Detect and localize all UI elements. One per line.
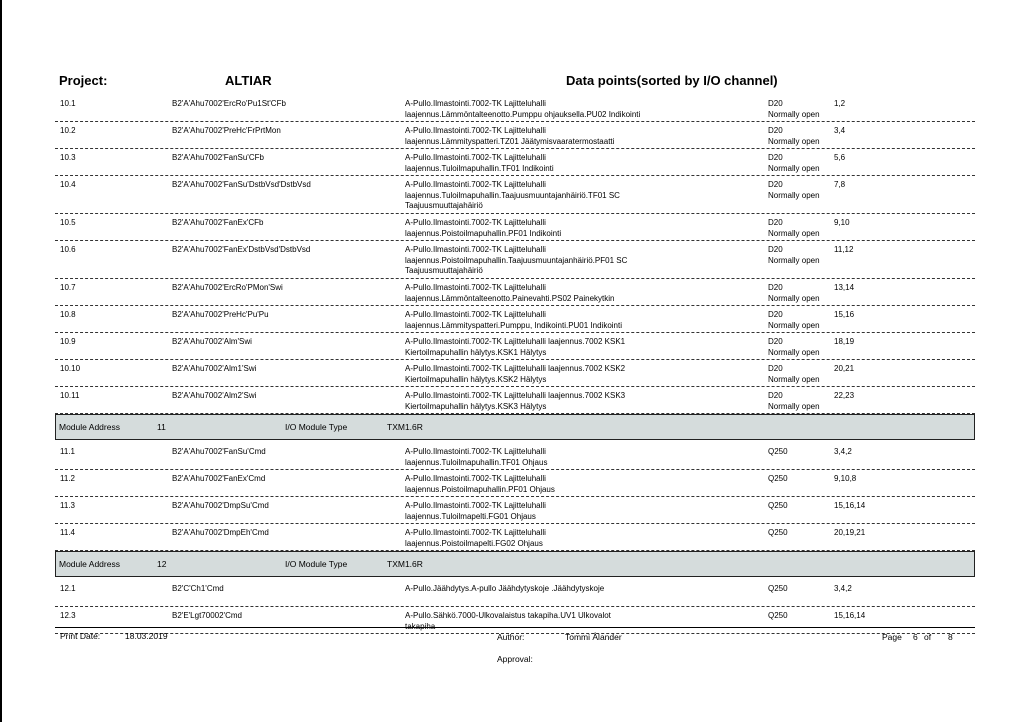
row-type-line: D20 [768, 337, 783, 346]
row-type-line: Normally open [768, 136, 820, 146]
row-id: 10.2 [60, 126, 76, 135]
row-description-line: Taajuusmuuttajahäiriö [405, 201, 483, 210]
row-description-line: A-Pullo.Ilmastointi.7002-TK Lajitteluhalli laajennus.7002 KSK1 [405, 337, 626, 346]
row-description-line: laajennus.Tuloilmapuhallin.Taajuusmuuntajanhäiriö.TF01 SC [405, 190, 620, 200]
print-date-value: 18.03.2019 [125, 631, 168, 641]
module-address-value: 12 [157, 559, 167, 569]
row-description-line: laajennus.Lämmöntalteenotto.Painevahti.PS02 Painekytkin [405, 293, 615, 303]
table-row [55, 306, 975, 333]
data-point-table [55, 95, 975, 634]
module-address-label: Module Address [59, 422, 120, 432]
row-type-line: Normally open [768, 228, 820, 238]
row-id: 10.11 [60, 391, 80, 400]
row-type-line: Q250 [768, 584, 788, 593]
row-type-line: D20 [768, 391, 783, 400]
row-description-line: A-Pullo.Ilmastointi.7002-TK Lajitteluhalli laajennus.7002 KSK3 [405, 391, 626, 400]
row-type-line: Normally open [768, 374, 820, 384]
table-row [55, 387, 975, 414]
row-description-line: laajennus.Tuloilmapuhallin.TF01 Ohjaus [405, 457, 548, 467]
module-type-value: TXM1.6R [387, 422, 423, 432]
row-name: B2'A'Ahu7002'FanSu'Cmd [172, 447, 266, 456]
row-type-line: Q250 [768, 501, 788, 510]
row-id: 10.3 [60, 153, 76, 162]
row-channels: 1,2 [834, 99, 846, 108]
row-type-line: Q250 [768, 528, 788, 537]
row-type-line: D20 [768, 180, 783, 189]
table-row [55, 149, 975, 176]
table-row [55, 470, 975, 497]
row-id: 10.9 [60, 337, 76, 346]
row-name: B2'A'Ahu7002'Alm'Swi [172, 337, 252, 346]
row-name: B2'A'Ahu7002'ErcRo'Pu1St'CFb [172, 99, 286, 108]
row-type-line: D20 [768, 245, 783, 254]
project-label: Project: [59, 73, 108, 88]
row-name: B2'A'Ahu7002'Alm1'Swi [172, 364, 257, 373]
row-name: B2'A'Ahu7002'PreHc'Pu'Pu [172, 310, 269, 319]
row-description-line: A-Pullo.Ilmastointi.7002-TK Lajitteluhalli [405, 126, 546, 135]
row-channels: 9,10 [834, 218, 850, 227]
report-page [55, 0, 975, 722]
row-name: B2'A'Ahu7002'FanSu'CFb [172, 153, 264, 162]
row-description-line: takapiha [405, 621, 436, 631]
page-footer [55, 627, 975, 664]
table-row [55, 333, 975, 360]
row-description-line: A-Pullo.Ilmastointi.7002-TK Lajitteluhalli [405, 245, 546, 254]
row-channels: 9,10,8 [834, 474, 857, 483]
row-description-line: laajennus.Lämmityspatteri.TZ01 Jäätymisvaaratermostaatti [405, 136, 615, 146]
table-row [55, 241, 975, 279]
row-id: 11.3 [60, 501, 75, 510]
row-channels: 7,8 [834, 180, 846, 189]
table-row [55, 95, 975, 122]
report-title: Data points(sorted by I/O channel) [566, 73, 778, 88]
row-type-line: Normally open [768, 190, 820, 200]
table-row [55, 176, 975, 214]
left-border [0, 0, 2, 722]
row-name: B2'A'Ahu7002'FanEx'Cmd [172, 474, 266, 483]
page-label: Page [882, 632, 902, 642]
row-name: B2'A'Ahu7002'FanEx'DstbVsd'DstbVsd [172, 245, 311, 254]
row-description-line: laajennus.Tuloilmapelti.FG01 Ohjaus [405, 511, 536, 521]
row-description-line: A-Pullo.Ilmastointi.7002-TK Lajitteluhalli [405, 447, 546, 456]
row-group-module-11 [55, 443, 975, 551]
row-name: B2'A'Ahu7002'FanEx'CFb [172, 218, 264, 227]
row-type-line: D20 [768, 99, 783, 108]
row-channels: 3,4,2 [834, 447, 852, 456]
row-id: 11.2 [60, 474, 75, 483]
row-type-line: D20 [768, 153, 783, 162]
row-name: B2'A'Ahu7002'Alm2'Swi [172, 391, 257, 400]
row-description-line: A-Pullo.Ilmastointi.7002-TK Lajitteluhalli [405, 310, 546, 319]
row-description-line: A-Pullo.Ilmastointi.7002-TK Lajitteluhalli [405, 180, 546, 189]
row-name: B2'A'Ahu7002'DmpSu'Cmd [172, 501, 269, 510]
row-type-line: Q250 [768, 611, 788, 620]
author-label: Author: [497, 632, 525, 642]
row-description-line: A-Pullo.Ilmastointi.7002-TK Lajitteluhalli [405, 501, 546, 510]
row-description-line: A-Pullo.Ilmastointi.7002-TK Lajitteluhalli [405, 153, 546, 162]
table-row [55, 122, 975, 149]
row-id: 10.5 [60, 218, 76, 227]
module-type-label: I/O Module Type [285, 422, 348, 432]
table-row [55, 214, 975, 241]
row-id: 10.10 [60, 364, 81, 373]
table-row [55, 360, 975, 387]
row-channels: 5,6 [834, 153, 846, 162]
row-name: B2'A'Ahu7002'DmpEh'Cmd [172, 528, 269, 537]
row-description-line: laajennus.Lämmityspatteri.Pumppu, Indikointi.PU01 Indikointi [405, 320, 623, 330]
row-channels: 22,23 [834, 391, 855, 400]
row-type-line: D20 [768, 126, 783, 135]
row-type-line: D20 [768, 310, 783, 319]
table-row [55, 524, 975, 551]
row-id: 10.1 [60, 99, 76, 108]
row-description-line: Taajuusmuuttajahäiriö [405, 266, 483, 275]
row-description-line: A-Pullo.Ilmastointi.7002-TK Lajitteluhalli [405, 283, 546, 292]
row-channels: 11,12 [834, 245, 854, 254]
row-type-line: Normally open [768, 320, 820, 330]
row-type-line: Q250 [768, 447, 788, 456]
page-of: of [924, 632, 932, 642]
row-description-line: A-Pullo.Ilmastointi.7002-TK Lajitteluhalli [405, 218, 546, 227]
row-type-line: Q250 [768, 474, 788, 483]
row-channels: 20,19,21 [834, 528, 866, 537]
row-id: 11.4 [60, 528, 75, 537]
row-type-line: Normally open [768, 401, 820, 411]
row-id: 10.8 [60, 310, 76, 319]
table-row [55, 279, 975, 306]
table-row [55, 497, 975, 524]
row-description-line: A-Pullo.Ilmastointi.7002-TK Lajitteluhalli [405, 474, 546, 483]
author-value: Tommi Ålander [565, 632, 622, 642]
row-description-line: laajennus.Poistoilmapuhallin.Taajuusmuuntajanhäiriö.PF01 SC [405, 255, 628, 265]
row-channels: 15,16,14 [834, 501, 866, 510]
row-description-line: laajennus.Tuloilmapuhallin.TF01 Indikointi [405, 163, 554, 173]
row-channels: 15,16,14 [834, 611, 866, 620]
row-description-line: A-Pullo.Ilmastointi.7002-TK Lajitteluhalli laajennus.7002 KSK2 [405, 364, 626, 373]
row-name: B2'C'Ch1'Cmd [172, 584, 224, 593]
row-channels: 3,4 [834, 126, 846, 135]
row-channels: 15,16 [834, 310, 855, 319]
module-header-11 [55, 414, 975, 440]
row-id: 10.4 [60, 180, 76, 189]
module-type-label: I/O Module Type [285, 559, 348, 569]
row-name: B2'A'Ahu7002'PreHc'FrPrtMon [172, 126, 281, 135]
row-description-line: laajennus.Poistoilmapuhallin.PF01 Ohjaus [405, 484, 555, 494]
row-type-line: Normally open [768, 109, 820, 119]
print-date-label: Print Date: [60, 631, 101, 641]
row-name: B2'A'Ahu7002'ErcRo'PMon'Swi [172, 283, 283, 292]
row-id: 11.1 [60, 447, 75, 456]
row-type-line: Normally open [768, 163, 820, 173]
row-channels: 20,21 [834, 364, 855, 373]
module-type-value: TXM1.6R [387, 559, 423, 569]
row-name: B2'A'Ahu7002'FanSu'DstbVsd'DstbVsd [172, 180, 311, 189]
row-id: 10.7 [60, 283, 76, 292]
module-address-label: Module Address [59, 559, 120, 569]
row-description-line: A-Pullo.Ilmastointi.7002-TK Lajitteluhalli [405, 528, 546, 537]
table-row [55, 607, 975, 634]
row-channels: 13,14 [834, 283, 855, 292]
row-description-line: Kiertoilmapuhallin hälytys.KSK2 Hälytys [405, 374, 547, 384]
page-total: 8 [948, 632, 953, 642]
row-type-line: D20 [768, 364, 783, 373]
row-description-line: A-Pullo.Ilmastointi.7002-TK Lajitteluhalli [405, 99, 546, 108]
row-description-line: A-Pullo.Sähkö.7000-Ulkovalaistus takapiha.UV1 Ulkovalot [405, 611, 611, 620]
row-description-line: laajennus.Lämmöntalteenotto.Pumppu ohjauksella.PU02 Indikointi [405, 109, 641, 119]
row-type-line: Normally open [768, 347, 820, 357]
row-type-line: D20 [768, 218, 783, 227]
row-id: 12.3 [60, 611, 76, 620]
row-type-line: Normally open [768, 255, 820, 265]
row-channels: 3,4,2 [834, 584, 852, 593]
row-group-module-10 [55, 95, 975, 414]
row-description-line: laajennus.Poistoilmapuhallin.PF01 Indikointi [405, 228, 562, 238]
page-current: 6 [913, 632, 918, 642]
row-group-module-12 [55, 580, 975, 634]
row-name: B2'E'Lgt70002'Cmd [172, 611, 242, 620]
row-id: 12.1 [60, 584, 76, 593]
row-description-line: laajennus.Poistoilmapelti.FG02 Ohjaus [405, 538, 543, 548]
row-id: 10.6 [60, 245, 76, 254]
table-row [55, 443, 975, 470]
row-description-line: Kiertoilmapuhallin hälytys.KSK1 Hälytys [405, 347, 547, 357]
approval-label: Approval: [497, 654, 533, 664]
row-description-line: A-Pullo.Jäähdytys.A-pullo Jäähdytyskoje .Jäähdytyskoje [405, 584, 605, 593]
project-name: ALTIAR [225, 73, 272, 88]
table-row [55, 580, 975, 607]
row-description-line: Kiertoilmapuhallin hälytys.KSK3 Hälytys [405, 401, 547, 411]
module-address-value: 11 [157, 422, 166, 432]
row-type-line: Normally open [768, 293, 820, 303]
module-header-12 [55, 551, 975, 577]
row-type-line: D20 [768, 283, 783, 292]
row-channels: 18,19 [834, 337, 855, 346]
